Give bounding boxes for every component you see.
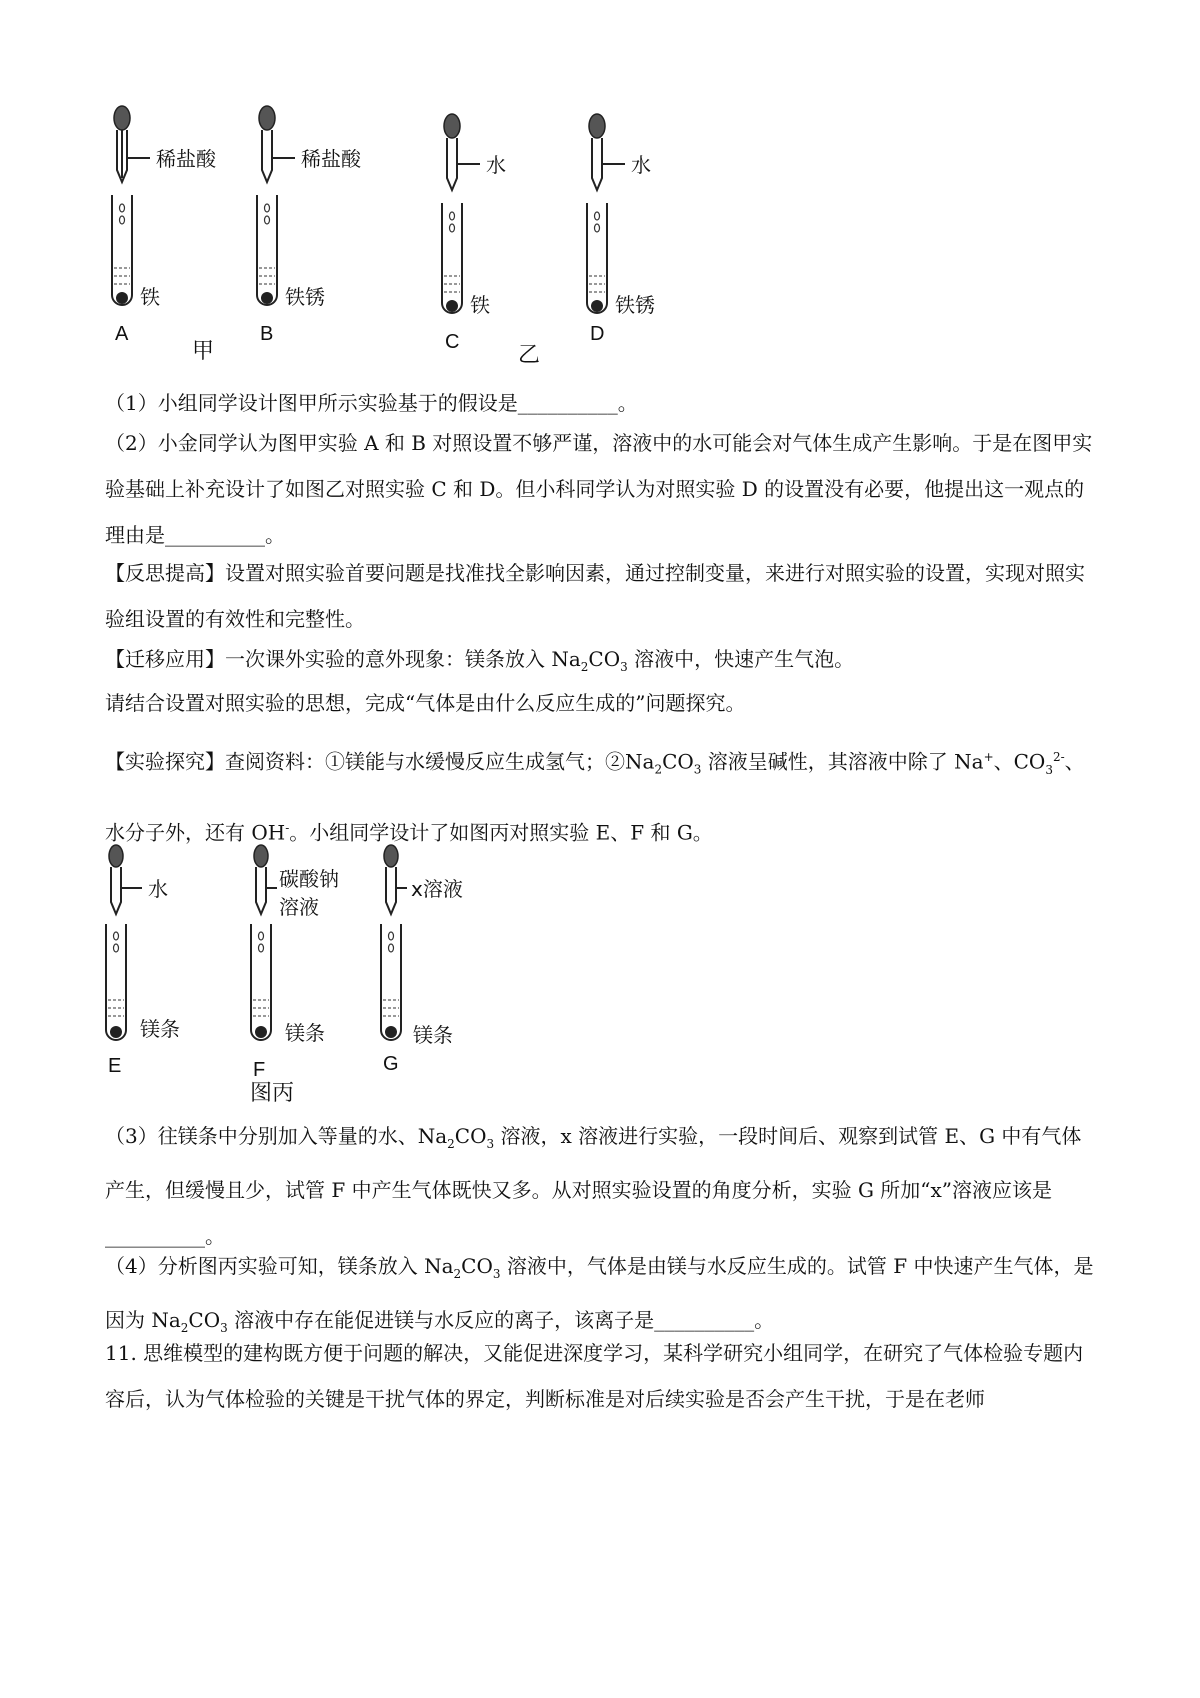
tube-letter-b: B: [260, 323, 274, 345]
tube-f: [251, 845, 339, 1081]
exploration-paragraph: 【实验探究】查阅资料：①镁能与水缓慢反应生成氢气；$②Na_2CO_3$ 溶液呈碱性，其溶液中除了 Na+、$CO_3^{2-}$、 水分子外，还有 OH-。小组同学设计了如图丙对照实验 E、F 和 G。: [105, 749, 1085, 845]
tube-d: [587, 114, 655, 345]
reagent-label-d: 水: [631, 153, 651, 177]
tube-letter-d: D: [590, 323, 605, 345]
reagent-label-f: 碳酸钠: [279, 867, 339, 891]
tube-e: [106, 845, 180, 1077]
reagent-label-f-line2: 溶液: [279, 895, 319, 919]
group-label-yi: 乙: [518, 343, 541, 368]
tube-c: [442, 114, 506, 353]
figure-caption-bing: 图丙: [250, 1081, 295, 1106]
reagent-label-c: 水: [486, 153, 506, 177]
tube-letter-g: G: [383, 1053, 399, 1075]
content-label-b: 铁锈: [285, 285, 325, 309]
question-11: 11. 思维模型的建构既方便于问题的解决，又能促进深度学习，某科学研究小组同学，在研究了气体检验专题内容后，认为气体检验的关键是干扰气体的界定，判断标准是对后续实验是否会产生干扰，于是在老师: [105, 1341, 1084, 1411]
content-label-a: 铁: [140, 285, 160, 309]
content-label-g: 镁条: [413, 1023, 453, 1047]
tube-a: [112, 106, 217, 345]
question-4: （4）分析图丙实验可知，镁条放入 $Na_2CO_3$ 溶液中，气体是由镁与水反应生成的。试管 F 中快速产生气体，是因为 $Na_2CO_3$ 溶液中存在能促进镁与水反应的离子，该离子是__________。: [105, 1254, 1094, 1335]
question-1: （1）小组同学设计图甲所示实验基于的假设是__________。: [105, 391, 638, 415]
content-label-e: 镁条: [140, 1017, 180, 1041]
tube-letter-f: F: [253, 1059, 266, 1081]
question-2: （2）小金同学认为图甲实验 A 和 B 对照设置不够严谨，溶液中的水可能会对气体生成产生影响。于是在图甲实验基础上补充设计了如图乙对照实验 C 和 D。但小科同学认为对照实验 D 的设置没有必要，他提出这一观点的理由是__________。: [105, 431, 1093, 547]
application-paragraph: 【迁移应用】一次课外实验的意外现象：镁条放入 $Na_2CO_3$ 溶液中，快速产生气泡。: [105, 647, 855, 674]
figure-jia-yi: [100, 100, 700, 375]
reagent-label-g: x溶液: [411, 877, 463, 901]
group-label-jia: 甲: [192, 339, 215, 364]
tube-g: [381, 845, 463, 1075]
reflection-paragraph: 【反思提高】设置对照实验首要问题是找准找全影响因素，通过控制变量，来进行对照实验的设置，实现对照实验组设置的有效性和完整性。: [105, 561, 1085, 631]
content-label-d: 铁锈: [615, 293, 655, 317]
reagent-label-e: 水: [148, 877, 168, 901]
reagent-label-b: 稀盐酸: [301, 147, 361, 171]
reagent-label-a: 稀盐酸: [156, 147, 216, 171]
content-label-f: 镁条: [285, 1021, 325, 1045]
tube-b: [257, 106, 362, 345]
prompt-paragraph: 请结合设置对照实验的思想，完成“气体是由什么反应生成的”问题探究。: [105, 691, 746, 715]
figure-bing: [100, 840, 500, 1110]
content-label-c: 铁: [470, 293, 490, 317]
question-3: （3）往镁条中分别加入等量的水、$Na_2CO_3$ 溶液，x 溶液进行实验，一段时间后、观察到试管 E、G 中有气体产生，但缓慢且少，试管 F 中产生气体既快又多。从对照实验设置的角度分析，实验 G 所加“x”溶液应该是__________。: [105, 1124, 1082, 1248]
tube-letter-c: C: [445, 331, 460, 353]
tube-letter-e: E: [108, 1055, 122, 1077]
tube-letter-a: A: [115, 323, 129, 345]
